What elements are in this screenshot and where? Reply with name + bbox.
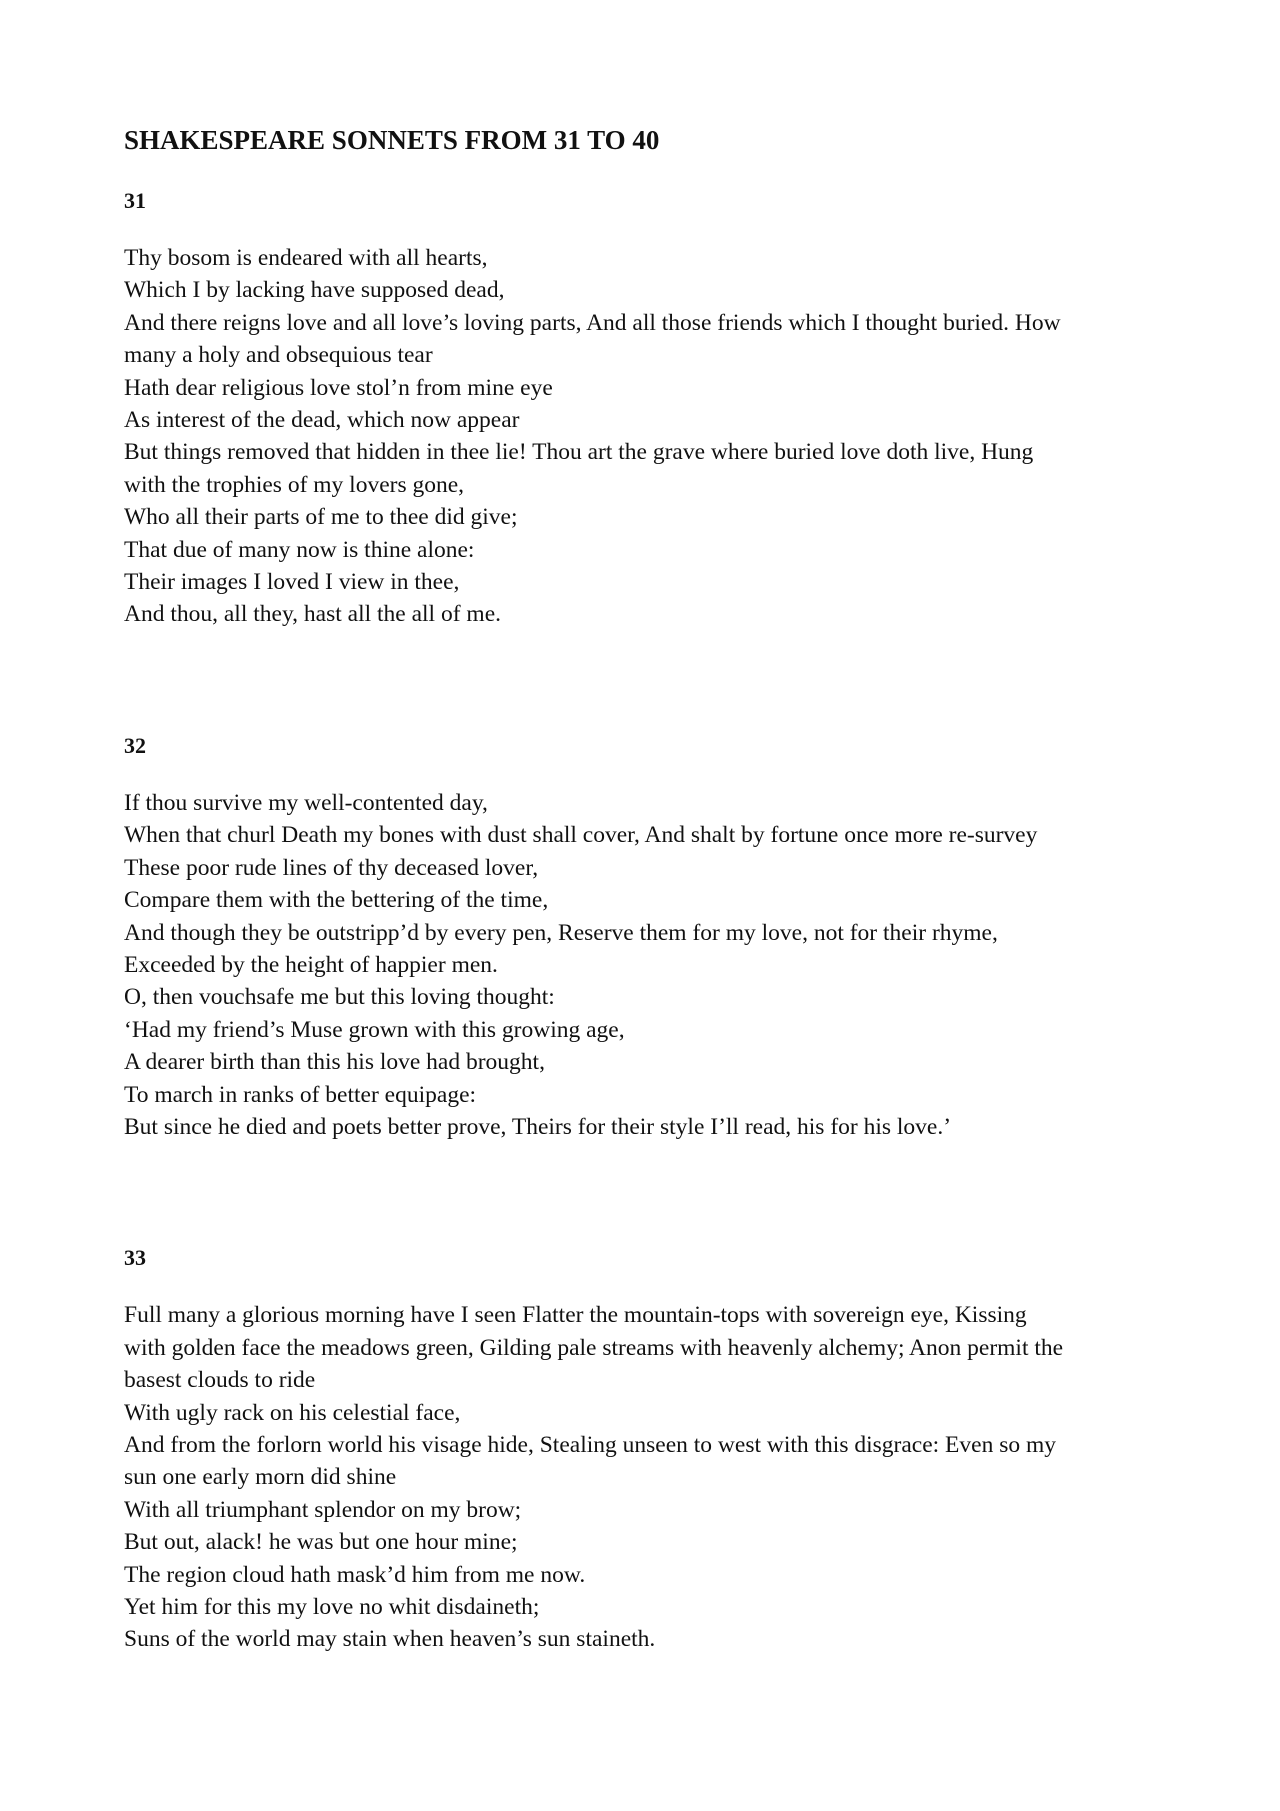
sonnet-line: And though they be outstripp’d by every pen, Reserve them for my love, not for their rhyme,: [124, 919, 998, 946]
sonnet-line: Compare them with the bettering of the time,: [124, 887, 549, 914]
sonnet-line: basest clouds to ride: [124, 1367, 316, 1394]
sonnet-line: with golden face the meadows green, Gilding pale streams with heavenly alchemy; Anon permit the: [124, 1334, 1064, 1361]
sonnet-line: If thou survive my well-contented day,: [124, 789, 488, 816]
sonnet-31: [124, 186, 1174, 631]
document-page: [124, 118, 1174, 1656]
sonnet-line: To march in ranks of better equipage:: [124, 1081, 477, 1108]
sonnet-number: 31: [124, 188, 146, 213]
document-title: SHAKESPEARE SONNETS FROM 31 TO 40: [124, 125, 660, 155]
sonnet-line: Full many a glorious morning have I seen Flatter the mountain-tops with sovereign eye, Kissing: [124, 1302, 1027, 1329]
sonnet-line: A dearer birth than this his love had brought,: [124, 1049, 545, 1076]
sonnet-line: With all triumphant splendor on my brow;: [124, 1496, 522, 1523]
sonnet-lines: [124, 1299, 1174, 1655]
sonnet-line: And from the forlorn world his visage hide, Stealing unseen to west with this disgrace: Even so my: [124, 1431, 1057, 1458]
sonnet-line: ‘Had my friend’s Muse grown with this growing age,: [124, 1016, 625, 1043]
sonnet-line: The region cloud hath mask’d him from me now.: [124, 1561, 586, 1588]
sonnet-line: But things removed that hidden in thee lie! Thou art the grave where buried love doth live, Hung: [124, 439, 1034, 466]
sonnet-line: Hath dear religious love stol’n from mine eye: [124, 374, 553, 401]
sonnet-line: Yet him for this my love no whit disdaineth;: [124, 1594, 540, 1620]
sonnet-line: With ugly rack on his celestial face,: [124, 1399, 461, 1426]
sonnet-line: But out, alack! he was but one hour mine;: [124, 1529, 518, 1556]
sonnet-32: [124, 731, 1174, 1143]
sonnet-line: with the trophies of my lovers gone,: [124, 471, 465, 498]
sonnet-line: Exceeded by the height of happier men.: [124, 951, 498, 978]
sonnet-line: And thou, all they, hast all the all of me.: [124, 601, 501, 628]
sonnet-line: Thy bosom is endeared with all hearts,: [124, 245, 488, 271]
sonnet-number: 33: [124, 1245, 146, 1271]
sonnet-line: As interest of the dead, which now appear: [124, 407, 520, 434]
sonnet-number: 32: [124, 732, 146, 758]
sonnet-lines: [124, 242, 1174, 631]
sonnet-line: Which I by lacking have supposed dead,: [124, 277, 505, 304]
sonnet-33: [124, 1243, 1174, 1655]
sonnet-line: These poor rude lines of thy deceased lover,: [124, 854, 539, 881]
sonnet-line: Their images I loved I view in thee,: [124, 569, 460, 596]
sonnet-lines: [124, 787, 1174, 1143]
sonnet-line: Who all their parts of me to thee did give;: [124, 504, 518, 531]
sonnet-line: Suns of the world may stain when heaven’s sun staineth.: [124, 1626, 656, 1653]
sonnet-line: But since he died and poets better prove, Theirs for their style I’ll read, his for his love.’: [124, 1113, 952, 1140]
sonnet-line: That due of many now is thine alone:: [124, 536, 475, 563]
sonnet-line: sun one early morn did shine: [124, 1464, 397, 1491]
sonnet-line: many a holy and obsequious tear: [124, 342, 433, 369]
sonnet-line: O, then vouchsafe me but this loving thought:: [124, 984, 555, 1011]
sonnet-line: And there reigns love and all love’s loving parts, And all those friends which I thought buried. How: [124, 309, 1061, 336]
sonnet-line: When that churl Death my bones with dust shall cover, And shalt by fortune once more re-survey: [124, 822, 1038, 849]
